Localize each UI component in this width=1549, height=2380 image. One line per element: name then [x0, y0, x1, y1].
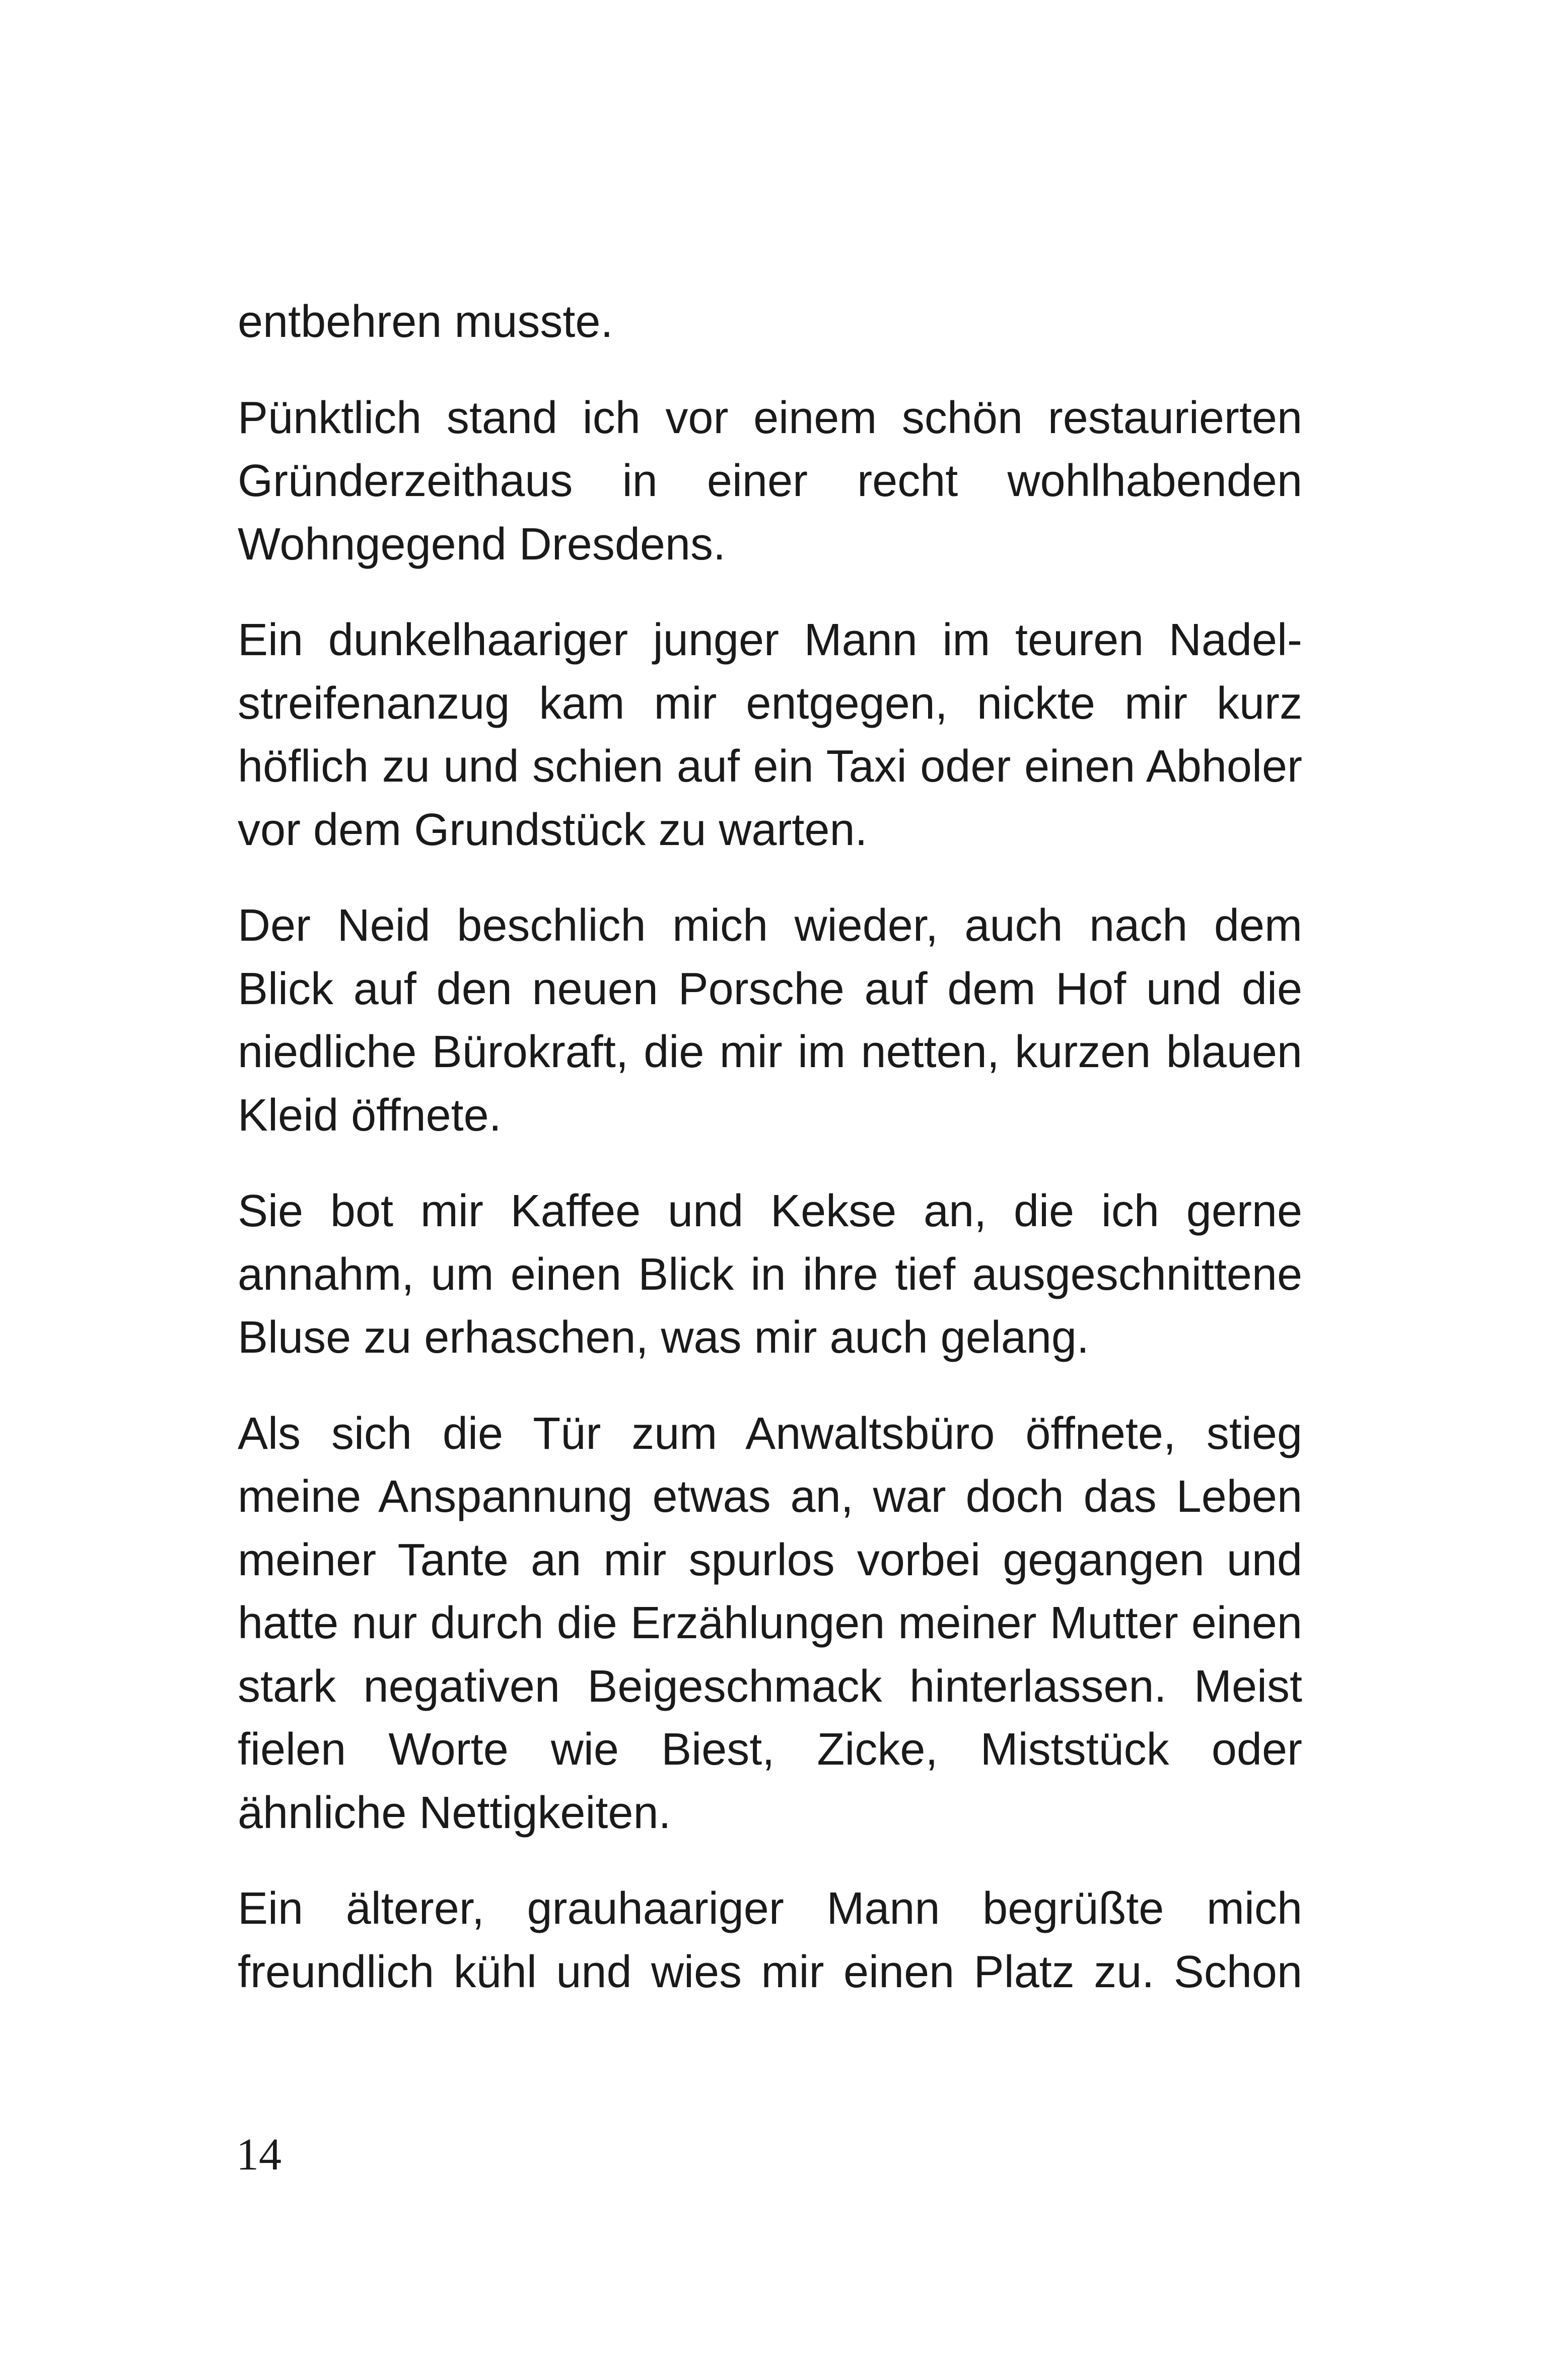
paragraph-7: Ein älterer, grauhaariger Mann begrüßte mich freundlich kühl und wies mir einen Platz zu. Schon [238, 1883, 1302, 1997]
paragraph-1: entbehren musste. [238, 297, 613, 347]
paragraph-5: Sie bot mir Kaffee und Kekse an, die ich gerne annahm, um einen Blick in ihre tief ausgeschnittene Bluse zu erhaschen, was mir auch gelang. [238, 1186, 1302, 1363]
page-number: 14 [236, 2130, 281, 2180]
paragraph-3: Ein dunkelhaariger junger Mann im teuren Nadelstreifenanzug kam mir entgegen, nickte mir kurz höflich zu und schien auf ein Taxi oder einen Abholer vor dem Grundstück zu warten. [238, 615, 1302, 855]
paragraph-6: Als sich die Tür zum Anwaltsbüro öffnete, stieg meine Anspannung etwas an, war doch das Leben meiner Tante an mir spurlos vorbei gegangen und hatte nur durch die Erzählungen meiner Mutter einen stark negativen Beigeschmack hinterlassen. Meist fielen Worte wie Biest, Zicke, Miststück oder ähnliche Nettigkeiten. [238, 1408, 1302, 1838]
body-text [238, 291, 1302, 2004]
paragraph-4: Der Neid beschlich mich wieder, auch nach dem Blick auf den neuen Porsche auf dem Hof und die niedliche Bürokraft, die mir im netten, kurzen blauen Kleid öffnete. [238, 900, 1302, 1141]
paragraph-2: Pünktlich stand ich vor einem schön restaurierten Gründerzeithaus in einer recht wohlhabenden Wohngegend Dresdens. [238, 392, 1302, 570]
